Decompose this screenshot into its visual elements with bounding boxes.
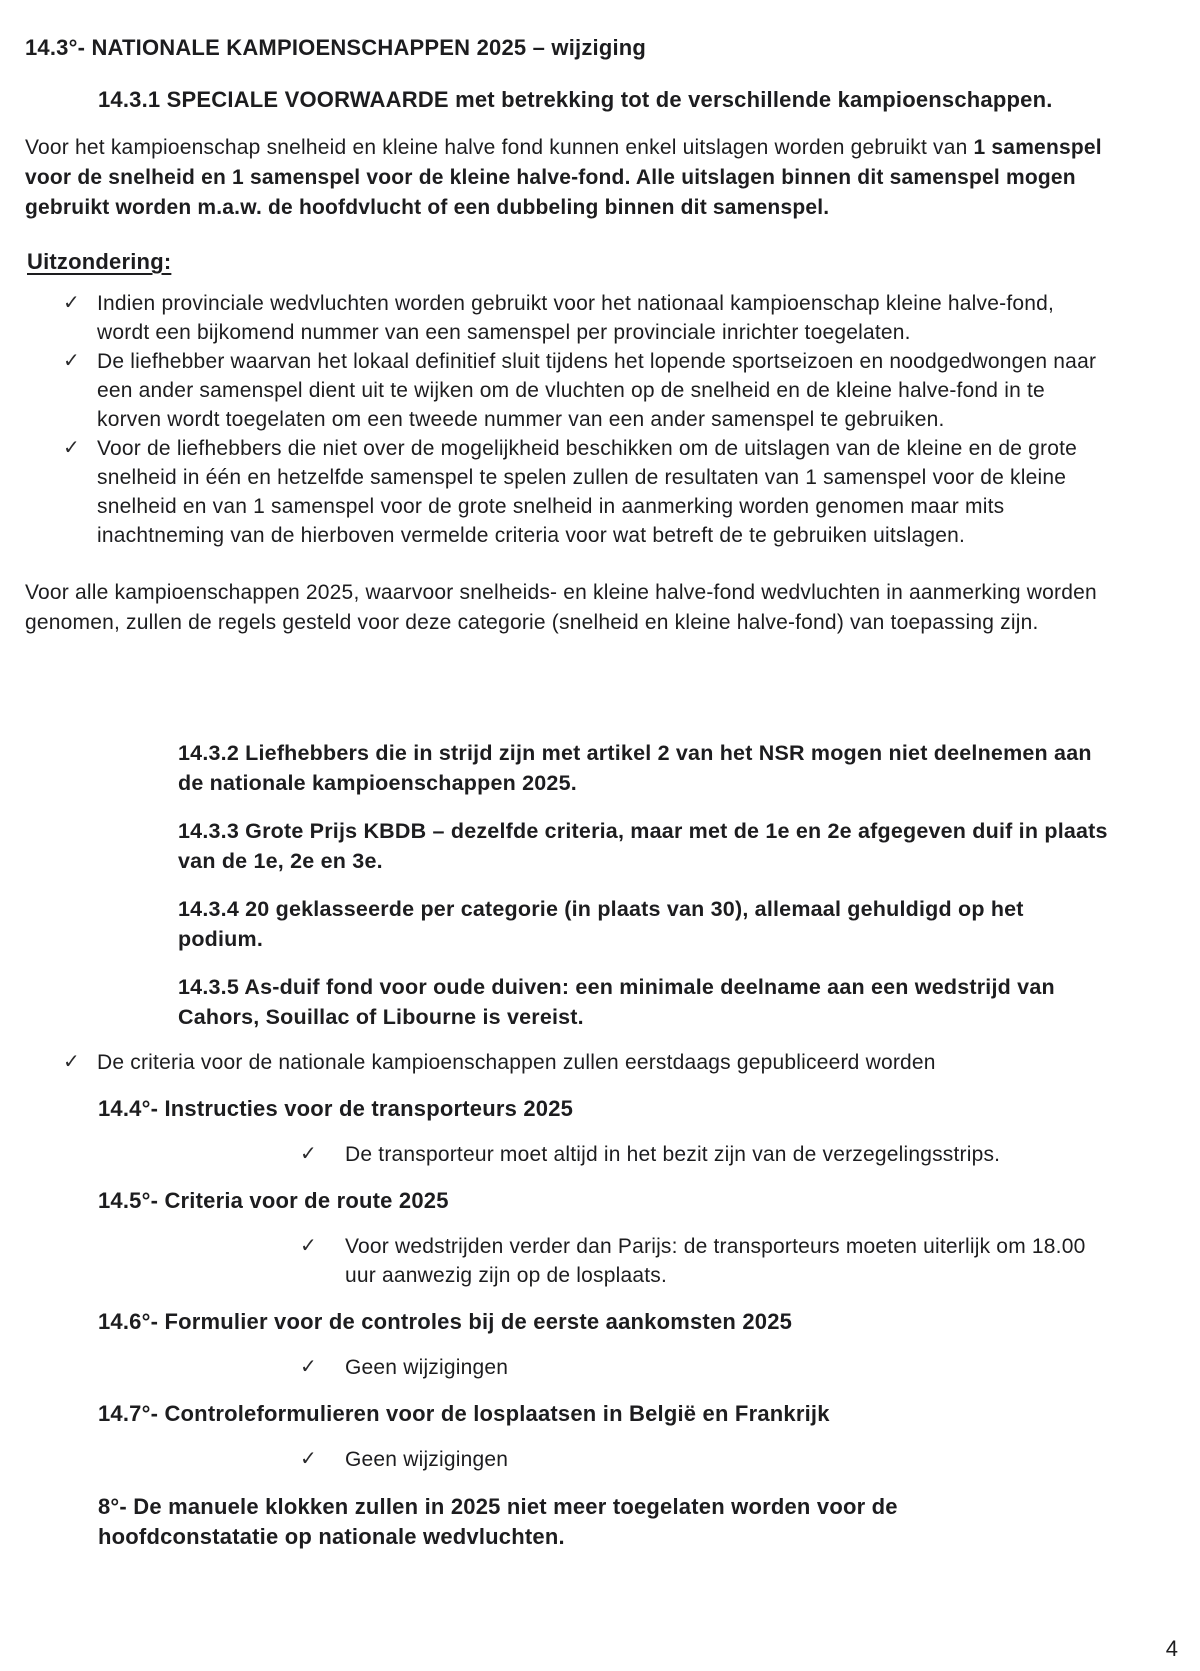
list-item [25, 1140, 1110, 1169]
exception-heading: Uitzondering: [27, 249, 172, 274]
list-item [25, 347, 1110, 434]
list-item [25, 289, 1110, 347]
list-item-text: Voor wedstrijden verder dan Parijs: de transporteurs moeten uiterlijk om 18.00 uur aanwezig zijn op de losplaats. [345, 1235, 1086, 1287]
check-icon: ✓ [300, 1235, 317, 1257]
section-heading-14-5: 14.5°- Criteria voor de route 2025 [98, 1188, 449, 1213]
exception-list [25, 289, 1155, 550]
final-note-paragraph: 8°- De manuele klokken zullen in 2025 niet meer toegelaten worden voor de hoofdconstatatie op nationale wedvluchten. [98, 1494, 898, 1549]
list-item [25, 1353, 1110, 1382]
list-item [25, 1445, 1110, 1474]
closing-paragraph: Voor alle kampioenschappen 2025, waarvoor snelheids- en kleine halve-fond wedvluchten in aanmerking worden genomen, zullen de regels gesteld voor deze categorie (snelheid en kleine halve-fond) van toepassing zijn. [25, 581, 1097, 634]
list-item-text: Indien provinciale wedvluchten worden gebruikt voor het nationaal kampioenschap kleine halve-fond, wordt een bijkomend nummer van een samenspel per provinciale inrichter toegelaten. [97, 292, 1055, 344]
subsection-paragraph-14-3-5: 14.3.5 As-duif fond voor oude duiven: een minimale deelname aan een wedstrijd van Cahors, Souillac of Libourne is vereist. [178, 975, 1055, 1029]
subsection-paragraph-14-3-3: 14.3.3 Grote Prijs KBDB – dezelfde criteria, maar met de 1e en 2e afgegeven duif in plaats van de 1e, 2e en 3e. [178, 819, 1108, 873]
list-item-text: De criteria voor de nationale kampioenschappen zullen eerstdaags gepubliceerd worden [97, 1051, 936, 1074]
intro-text-normal: Voor het kampioenschap snelheid en kleine halve fond kunnen enkel uitslagen worden gebruikt van [25, 136, 974, 159]
section-14-7-list [25, 1445, 1155, 1474]
section-heading-14-6: 14.6°- Formulier voor de controles bij de eerste aankomsten 2025 [98, 1309, 793, 1334]
vertical-spacer [25, 638, 1155, 738]
page-title: 14.3°- NATIONALE KAMPIOENSCHAPPEN 2025 – wijziging [25, 35, 647, 60]
check-icon: ✓ [300, 1448, 317, 1470]
check-icon: ✓ [63, 1051, 80, 1073]
check-icon: ✓ [300, 1143, 317, 1165]
check-icon: ✓ [63, 437, 80, 459]
page-number: 4 [1165, 1636, 1178, 1661]
list-item [25, 1048, 1110, 1077]
list-item [25, 1232, 1110, 1290]
subsection-paragraph-14-3-4: 14.3.4 20 geklasseerde per categorie (in plaats van 30), allemaal gehuldigd op het podium. [178, 897, 1024, 951]
section-14-6-list [25, 1353, 1155, 1382]
intro-paragraph [25, 133, 1110, 223]
check-icon: ✓ [300, 1356, 317, 1378]
section-14-4-list [25, 1140, 1155, 1169]
section-14-5-list [25, 1232, 1155, 1290]
subsection-paragraph-14-3-2: 14.3.2 Liefhebbers die in strijd zijn met artikel 2 van het NSR mogen niet deelnemen aan de nationale kampioenschappen 2025. [178, 741, 1092, 795]
check-icon: ✓ [63, 292, 80, 314]
check-icon: ✓ [63, 350, 80, 372]
subsection-heading-14-3-1: 14.3.1 SPECIALE VOORWAARDE met betrekking tot de verschillende kampioenschappen. [98, 87, 1053, 112]
intro-text-bold: 1 samenspel voor de snelheid en 1 samenspel voor de kleine halve-fond. Alle uitslagen binnen dit samenspel mogen gebruikt worden m.a.w. de hoofdvlucht of een dubbeling binnen dit samenspel. [25, 136, 1102, 219]
criteria-note-list [25, 1048, 1155, 1077]
list-item-text: Geen wijzigingen [345, 1356, 509, 1379]
list-item [25, 434, 1110, 550]
section-heading-14-4: 14.4°- Instructies voor de transporteurs 2025 [98, 1096, 574, 1121]
list-item-text: Voor de liefhebbers die niet over de mogelijkheid beschikken om de uitslagen van de kleine en de grote snelheid in één en hetzelfde samenspel te spelen zullen de resultaten van 1 samenspel voor de kleine snelheid en van 1 samenspel voor de grote snelheid in aanmerking worden genomen maar mits inachtneming van de hierboven vermelde criteria voor wat betreft de te gebruiken uitslagen. [97, 437, 1078, 547]
list-item-text: De liefhebber waarvan het lokaal definitief sluit tijdens het lopende sportseizoen en noodgedwongen naar een ander samenspel dient uit te wijken om de vluchten op de snelheid en de kleine halve-fond in te korven wordt toegelaten om een tweede nummer van een ander samenspel te gebruiken. [97, 350, 1097, 431]
section-heading-14-7: 14.7°- Controleformulieren voor de losplaatsen in België en Frankrijk [98, 1401, 830, 1426]
list-item-text: Geen wijzigingen [345, 1448, 509, 1471]
list-item-text: De transporteur moet altijd in het bezit zijn van de verzegelingsstrips. [345, 1143, 1001, 1166]
